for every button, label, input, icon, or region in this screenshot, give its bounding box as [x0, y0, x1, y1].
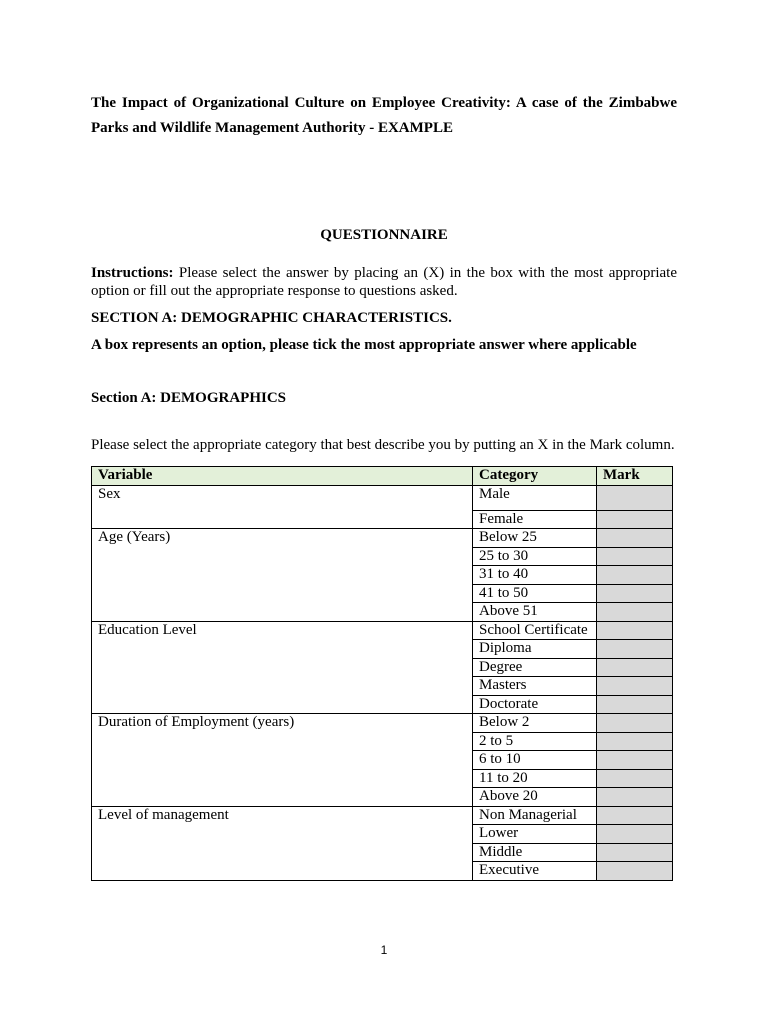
table-row [92, 485, 673, 510]
variable-cell: Education Level [92, 621, 473, 714]
mark-checkbox-cell[interactable] [597, 658, 673, 677]
mark-checkbox-cell[interactable] [597, 769, 673, 788]
instructions-line-2: option or fill out the appropriate response to questions asked. [91, 283, 458, 299]
category-cell: 31 to 40 [473, 566, 597, 585]
section-a-demographics-heading: Section A: DEMOGRAPHICS [91, 390, 286, 406]
table-intro-text: Please select the appropriate category that best describe you by putting an X in the Mark column. [91, 437, 675, 453]
mark-checkbox-cell[interactable] [597, 566, 673, 585]
instructions-text-1: Please select the answer by placing an (X) in the box with the most appropriate [173, 265, 677, 281]
category-cell: 2 to 5 [473, 732, 597, 751]
category-cell: Masters [473, 677, 597, 696]
table-row [92, 529, 673, 548]
mark-checkbox-cell[interactable] [597, 603, 673, 622]
header-variable: Variable [92, 467, 473, 486]
category-cell: Diploma [473, 640, 597, 659]
header-category: Category [473, 467, 597, 486]
category-cell: 6 to 10 [473, 751, 597, 770]
instructions-label: Instructions: [91, 265, 174, 281]
title-line-2: Parks and Wildlife Management Authority - EXAMPLE [91, 120, 453, 136]
category-cell: Lower [473, 825, 597, 844]
table-header-row [92, 467, 673, 486]
table-row [92, 621, 673, 640]
header-mark: Mark [597, 467, 673, 486]
variable-cell: Sex [92, 485, 473, 529]
mark-checkbox-cell[interactable] [597, 751, 673, 770]
category-cell: Non Managerial [473, 806, 597, 825]
variable-cell: Duration of Employment (years) [92, 714, 473, 807]
demographics-table [91, 466, 673, 881]
mark-checkbox-cell[interactable] [597, 640, 673, 659]
mark-checkbox-cell[interactable] [597, 485, 673, 510]
category-cell: Female [473, 510, 597, 529]
category-cell: School Certificate [473, 621, 597, 640]
document-title [91, 91, 677, 141]
page-number: 1 [380, 943, 388, 957]
category-cell: Executive [473, 862, 597, 881]
variable-cell: Level of management [92, 806, 473, 880]
mark-checkbox-cell[interactable] [597, 788, 673, 807]
mark-checkbox-cell[interactable] [597, 695, 673, 714]
mark-checkbox-cell[interactable] [597, 510, 673, 529]
category-cell: Degree [473, 658, 597, 677]
mark-checkbox-cell[interactable] [597, 825, 673, 844]
mark-checkbox-cell[interactable] [597, 806, 673, 825]
category-cell: 11 to 20 [473, 769, 597, 788]
category-cell: Above 51 [473, 603, 597, 622]
mark-checkbox-cell[interactable] [597, 862, 673, 881]
mark-checkbox-cell[interactable] [597, 677, 673, 696]
instructions-paragraph [91, 264, 677, 300]
mark-checkbox-cell[interactable] [597, 843, 673, 862]
mark-checkbox-cell[interactable] [597, 732, 673, 751]
mark-checkbox-cell[interactable] [597, 621, 673, 640]
category-cell: Male [473, 485, 597, 510]
questionnaire-heading: QUESTIONNAIRE [320, 227, 448, 243]
mark-checkbox-cell[interactable] [597, 584, 673, 603]
mark-checkbox-cell[interactable] [597, 547, 673, 566]
table-body [92, 485, 673, 880]
instructions-line-1 [91, 264, 677, 282]
table-row [92, 806, 673, 825]
category-cell: 41 to 50 [473, 584, 597, 603]
category-cell: 25 to 30 [473, 547, 597, 566]
box-note: A box represents an option, please tick the most appropriate answer where applicable [91, 337, 637, 353]
table-row [92, 714, 673, 733]
category-cell: Below 2 [473, 714, 597, 733]
mark-checkbox-cell[interactable] [597, 529, 673, 548]
title-line-1: The Impact of Organizational Culture on Employee Creativity: A case of the Zimbabwe [91, 95, 677, 111]
category-cell: Below 25 [473, 529, 597, 548]
mark-checkbox-cell[interactable] [597, 714, 673, 733]
category-cell: Middle [473, 843, 597, 862]
category-cell: Above 20 [473, 788, 597, 807]
variable-cell: Age (Years) [92, 529, 473, 622]
category-cell: Doctorate [473, 695, 597, 714]
section-a-heading: SECTION A: DEMOGRAPHIC CHARACTERISTICS. [91, 310, 452, 326]
